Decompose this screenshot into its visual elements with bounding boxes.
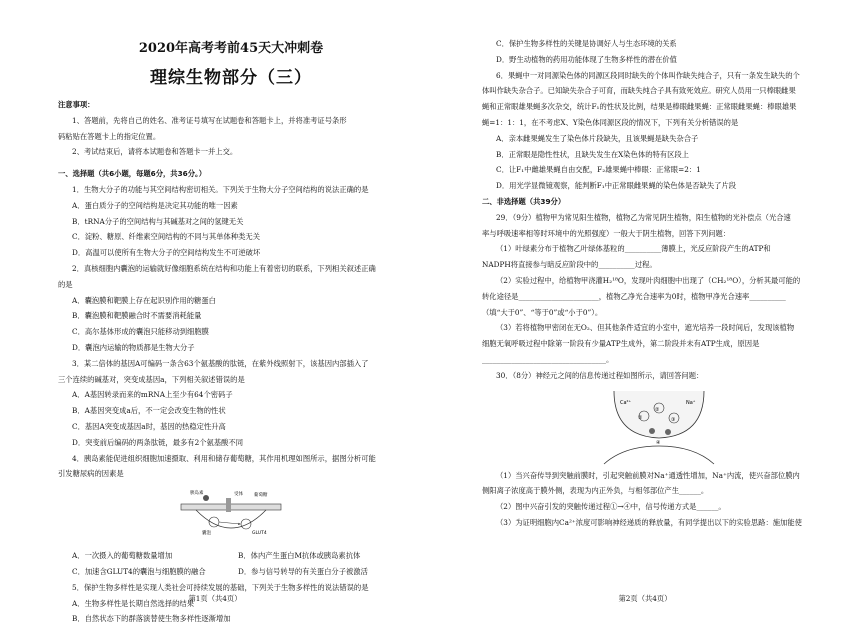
q1-option: B．tRNA分子的空间结构与其碱基对之间的氢键无关 bbox=[72, 216, 244, 226]
fig-label: ① bbox=[638, 414, 643, 421]
q1-option: A．蛋白质分子的空间结构是决定其功能的唯一因素 bbox=[72, 200, 238, 210]
q1-stem: 1．生物大分子的功能与其空间结构密切相关。下列关于生物大分子空间结构的说法正确的是 bbox=[72, 184, 369, 194]
q4-options-row bbox=[58, 548, 404, 564]
q30-part2: （2）图中兴奋引发的突触传递过程①→④中，信号传递方式是______。 bbox=[496, 502, 726, 512]
notice-line: 2、考试结束后，请将本试题卷和答题卡一并上交。 bbox=[72, 147, 238, 157]
q3-option: B．A基因突变成a后，不一定会改变生物的性状 bbox=[72, 406, 226, 416]
fig-label: 葡萄糖 bbox=[254, 493, 268, 499]
q5-option: A．生物多样性是长期自然选择的结果 bbox=[72, 598, 195, 608]
page-2 bbox=[430, 0, 860, 608]
q5-option: B．自然状态下的群落演替使生物多样性逐渐增加 bbox=[72, 614, 231, 624]
q29-part2: 转化途径是______________________，植物乙净光合速率为0时，植物甲净光合速率__________ bbox=[482, 291, 786, 301]
fig-label: GLUT4 bbox=[252, 531, 267, 537]
fig-label: Ca²⁺ bbox=[620, 399, 632, 406]
q29-part2: （填“大于0”、“等于0”或“小于0”）。 bbox=[482, 307, 603, 317]
q6-option: A．亲本雌果蝇发生了染色体片段缺失，且该果蝇是缺失杂合子 bbox=[496, 133, 699, 143]
insulin-mechanism-figure bbox=[176, 484, 286, 546]
q5-stem: 5．保护生物多样性是实现人类社会可持续发展的基础，下列关于生物多样性的说法错误的是 bbox=[72, 582, 369, 592]
q29-stem: 率与呼吸速率相等时环境中的光照强度）一般大于阴生植物，回答下列问题： bbox=[482, 228, 731, 238]
q2-option: B．囊泡膜和靶膜融合时不需要消耗能量 bbox=[72, 311, 202, 321]
fig-label: 胰岛素 bbox=[190, 491, 204, 497]
q30-part3: （3）为证明细胞内Ca²⁺浓度可影响神经递质的释放量，有同学提出以下的实验思路：施加能使 bbox=[496, 517, 802, 527]
page-1 bbox=[0, 0, 430, 624]
exam-title: 2020年高考考前45天大冲刺卷 bbox=[138, 41, 324, 56]
q6-stem: 蝇和正常眼雄果蝇多次杂交，统计F₁的性状及比例，结果是棒眼雌果蝇：正常眼雌果蝇：棒眼雄果 bbox=[482, 102, 797, 112]
q30-part1: 侧阳离子浓度高于膜外侧，表现为内正外负，与相邻部位产生______。 bbox=[482, 486, 709, 496]
q6-stem: 6．果蝇中一对同源染色体的同源区段同时缺失的个体叫作缺失纯合子，只有一条发生缺失的个 bbox=[496, 70, 800, 80]
q3-stem: 三个连续的碱基对，突变成基因a，下列相关叙述错误的是 bbox=[58, 374, 245, 384]
fig-label: 受体 bbox=[234, 492, 243, 498]
q4-option: A．一次摄入的葡萄糖数量增加 bbox=[72, 551, 173, 561]
section-2-heading: 二、非选择题（共39分） bbox=[482, 196, 566, 206]
q6-option: B．正常眼是隐性性状，且缺失发生在X染色体的特有区段上 bbox=[496, 149, 689, 159]
q5-option: C．保护生物多样性的关键是协调好人与生态环境的关系 bbox=[496, 39, 677, 48]
q6-stem: 体叫作缺失杂合子。已知缺失杂合子可育，而缺失纯合子具有致死效应。研究人员用一只棒眼雌果 bbox=[482, 86, 796, 96]
notice-line: 码粘贴在答题卡上的指定位置。 bbox=[58, 131, 161, 141]
q5-option: D．野生动植物的药用功能体现了生物多样性的潜在价值 bbox=[496, 54, 677, 64]
q1-option: C．淀粉、糖原、纤维素空间结构的不同与其单体种类无关 bbox=[72, 232, 261, 242]
fig-label: Na⁺ bbox=[686, 399, 696, 406]
q3-option: C．基因A突变成基因a时，基因的热稳定性升高 bbox=[72, 421, 226, 431]
fig-label: ② bbox=[655, 406, 660, 413]
q4-stem: 4．胰岛素能促进组织细胞加速摄取、利用和储存葡萄糖，其作用机理如图所示，据图分析可能 bbox=[72, 453, 376, 463]
q29-part3: （3）若将植物甲密闭在无O₂、但其他条件适宜的小室中，遮光培养一段时间后，发现该植物 bbox=[496, 323, 795, 333]
q2-option: A．囊泡膜和靶膜上存在起识别作用的糖蛋白 bbox=[72, 295, 216, 305]
q29-part3: 细胞无氧呼吸过程中除第一阶段有少量ATP生成外，第二阶段并未有ATP生成，原因是 bbox=[482, 339, 760, 349]
q29-part1: （1）叶绿素分布于植物乙叶绿体基粒的__________薄膜上，光反应阶段产生的ATP和 bbox=[496, 244, 771, 254]
exam-subtitle: 理综生物部分（三） bbox=[150, 68, 312, 88]
q2-option: D．囊泡内运输的物质都是生物大分子 bbox=[72, 342, 195, 352]
page-2-footer: 第2页（共4页） bbox=[618, 594, 672, 603]
q6-option: D．用光学显微镜观察，能判断F₁中正常眼雌果蝇的染色体是否缺失了片段 bbox=[496, 181, 737, 191]
fig-label: 囊泡 bbox=[202, 531, 211, 537]
notice-heading: 注意事项： bbox=[58, 100, 95, 109]
q30-part1: （1）当兴奋传导到突触前膜时，引起突触前膜对Na⁺通透性增加，Na⁺内流，使兴奋部位膜内 bbox=[496, 470, 800, 480]
q3-stem: 3．某二倍体的基因A可编码一条含63个氨基酸的肽链，在紫外线照射下，该基因内部插入了 bbox=[72, 358, 369, 368]
synapse-figure bbox=[594, 386, 724, 466]
section-1-heading: 一、选择题（共6小题，每题6分，共36分。） bbox=[58, 169, 207, 179]
q2-stem: 的是 bbox=[58, 279, 73, 289]
q30-stem: 30．（8分）神经元之间的信息传递过程如图所示，请回答问题： bbox=[496, 370, 704, 380]
fig-label: ③ bbox=[671, 416, 676, 423]
fig-label: ④ bbox=[656, 439, 661, 446]
q6-option: C．让F₁中雌雄果蝇自由交配，F₂雄果蝇中棒眼：正常眼=2：1 bbox=[496, 165, 701, 175]
q2-stem: 2．真核细胞内囊泡的运输就好像细胞系统在结构和功能上有着密切的联系，下列相关叙述正确 bbox=[72, 263, 376, 273]
q4-stem: 引发糖尿病的因素是 bbox=[58, 469, 124, 479]
page-1-footer: 第1页（共4页） bbox=[188, 594, 242, 603]
q29-part3: __________________________________。 bbox=[482, 354, 614, 364]
q3-option: D．突变前后编码的两条肽链，最多有2个氨基酸不同 bbox=[72, 437, 244, 447]
q4-option: D．参与信号转导的有关蛋白分子被激活 bbox=[238, 566, 368, 576]
q6-stem: 蝇=1：1：1，在不考虑X、Y染色体同源区段的情况下，下列有关分析错误的是 bbox=[482, 117, 739, 127]
q29-part1: NADPH将直接参与暗反应阶段中的__________过程。 bbox=[482, 260, 657, 270]
q29-part2: （2）实验过程中，给植物甲浇灌H₂¹⁸O，发现叶肉细胞中出现了（CH₂¹⁸O），分析其最可能的 bbox=[496, 275, 801, 285]
q2-option: C．高尔基体形成的囊泡只能移动到细胞膜 bbox=[72, 327, 209, 337]
q1-option: D．高温可以使所有生物大分子的空间结构发生不可逆破坏 bbox=[72, 248, 261, 258]
q4-option: B．体内产生蛋白M抗体或胰岛素抗体 bbox=[238, 551, 361, 561]
q4-options-row bbox=[58, 564, 404, 580]
q3-option: A．A基因转录而来的mRNA上至少有64个密码子 bbox=[72, 390, 233, 400]
q29-stem: 29．（9分）植物甲为常见阳生植物，植物乙为常见阴生植物，阳生植物的光补偿点（光合速 bbox=[496, 212, 791, 222]
q4-option: C．加速含GLUT4的囊泡与细胞膜的融合 bbox=[72, 566, 206, 576]
notice-line: 1、答题前，先将自己的姓名、准考证号填写在试题卷和答题卡上，并将准考证号条形 bbox=[72, 115, 347, 125]
